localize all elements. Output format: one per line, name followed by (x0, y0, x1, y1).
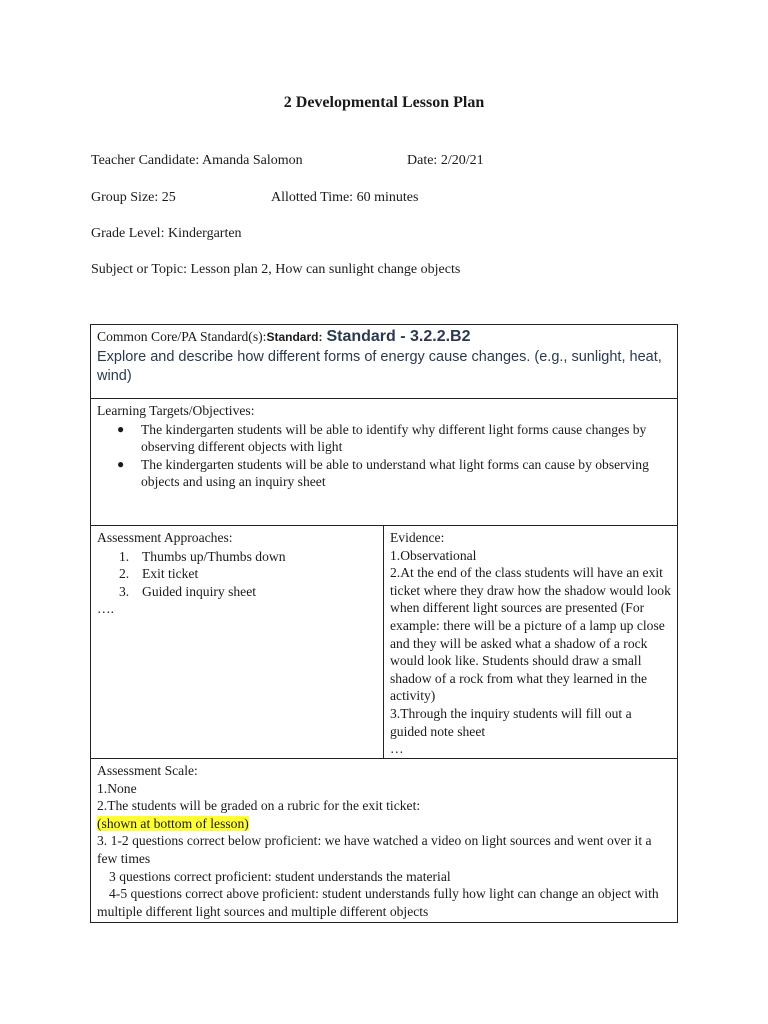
evidence-item: 3.Through the inquiry students will fill out a guided note sheet (390, 705, 632, 739)
scale-line: 2.The students will be graded on a rubric for the exit ticket: (97, 798, 421, 814)
highlighted-note: (shown at bottom of lesson) (97, 815, 249, 831)
list-number: 1. (119, 548, 130, 564)
scale-line: 3 questions correct proficient: student understands the material (109, 868, 451, 884)
bullet-icon: ● (117, 456, 125, 471)
learning-targets-row (91, 399, 677, 526)
scale-line: 1.None (97, 780, 137, 796)
standard-description: Explore and describe how different forms of energy cause changes. (e.g., sunlight, heat, wind) (97, 348, 662, 384)
standards-label: Common Core/PA Standard(s): (97, 329, 267, 344)
allotted-time: Allotted Time: 60 minutes (271, 190, 419, 205)
list-item-text: Exit ticket (142, 566, 199, 582)
grade-level: Grade Level: Kindergarten (91, 226, 242, 241)
assessment-scale-label: Assessment Scale: (97, 763, 198, 778)
scale-line: 3. 1-2 questions correct below proficient: we have watched a video on light sources and went over it a few times (97, 833, 652, 866)
evidence-item: 1.Observational (390, 547, 477, 563)
lesson-date: Date: 2/20/21 (407, 153, 484, 168)
teacher-candidate: Teacher Candidate: Amanda Salomon (91, 153, 303, 168)
learning-targets-label: Learning Targets/Objectives: (97, 403, 255, 418)
evidence-item: 2.At the end of the class students will have an exit ticket where they draw how the shadow would look when different light sources are presented (For example: there will be a picture of a lamp up close and they will be asked what a shadow of a rock would look like. Students should draw a small shadow of a rock from what they learned in the activity) (390, 565, 671, 704)
list-number: 2. (119, 566, 130, 582)
list-number: 3. (119, 583, 130, 599)
learning-targets-list (97, 421, 671, 491)
evidence-cell (384, 526, 677, 758)
standard-code: Standard - 3.2.2.B2 (326, 328, 471, 345)
evidence-label: Evidence: (390, 530, 445, 545)
list-item (97, 421, 671, 456)
assessment-ellipsis: …. (97, 601, 114, 617)
assessment-approaches-list (97, 548, 377, 601)
assessment-approaches-cell (91, 526, 384, 758)
subject-topic: Subject or Topic: Lesson plan 2, How can sunlight change objects (91, 262, 461, 277)
evidence-ellipsis: … (390, 741, 404, 757)
standards-bold-label: Standard: (266, 330, 323, 344)
list-item (97, 565, 377, 583)
list-item (97, 456, 671, 491)
assessment-approaches-label: Assessment Approaches: (97, 530, 233, 545)
standards-row (91, 325, 677, 399)
scale-line: 4-5 questions correct above proficient: student understands fully how light can change an object with multiple different light sources and multiple different objects (97, 886, 659, 919)
list-item-text: Thumbs up/Thumbs down (142, 548, 286, 564)
learning-target-text: The kindergarten students will be able to understand what light forms can cause by observing objects and using an inquiry sheet (141, 456, 649, 490)
group-size: Group Size: 25 (91, 190, 176, 205)
learning-target-text: The kindergarten students will be able to identify why different light forms cause changes by observing different objects with light (141, 421, 647, 455)
bullet-icon: ● (117, 421, 125, 436)
list-item-text: Guided inquiry sheet (142, 583, 257, 599)
list-item (97, 548, 377, 566)
assessment-row (91, 526, 677, 759)
page-title: 2 Developmental Lesson Plan (283, 94, 485, 111)
list-item (97, 583, 377, 601)
lesson-plan-table (90, 324, 678, 923)
assessment-scale-row (91, 759, 677, 922)
